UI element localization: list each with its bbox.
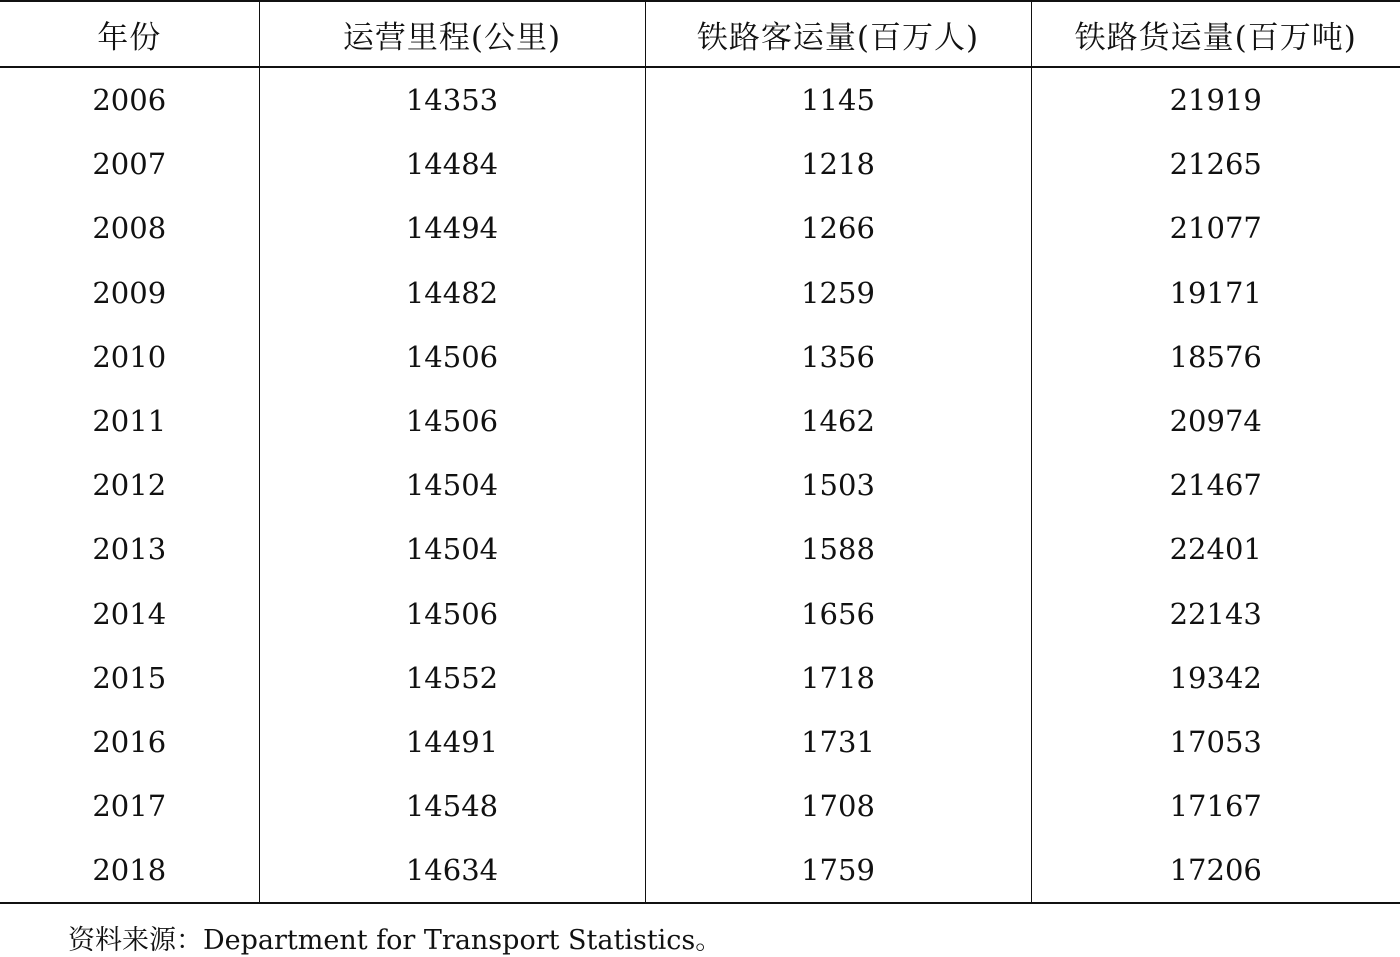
passenger-cell: 1266 bbox=[645, 196, 1031, 260]
passenger-cell: 1656 bbox=[645, 582, 1031, 646]
table-row bbox=[0, 67, 1400, 132]
mileage-cell: 14506 bbox=[259, 582, 645, 646]
freight-cell: 17167 bbox=[1031, 774, 1400, 838]
mileage-cell: 14353 bbox=[259, 67, 645, 132]
passenger-cell: 1462 bbox=[645, 389, 1031, 453]
freight-cell: 22143 bbox=[1031, 582, 1400, 646]
year-cell: 2018 bbox=[0, 838, 259, 903]
freight-cell: 19342 bbox=[1031, 646, 1400, 710]
passenger-cell: 1259 bbox=[645, 261, 1031, 325]
table-row bbox=[0, 838, 1400, 903]
mileage-cell: 14548 bbox=[259, 774, 645, 838]
passenger-cell: 1503 bbox=[645, 453, 1031, 517]
freight-cell: 20974 bbox=[1031, 389, 1400, 453]
table-row bbox=[0, 710, 1400, 774]
year-cell: 2015 bbox=[92, 660, 167, 695]
freight-cell: 18576 bbox=[1031, 325, 1400, 389]
passenger-cell: 1588 bbox=[645, 517, 1031, 581]
header-operating-mileage: 运营里程(公里) bbox=[259, 1, 645, 67]
mileage-cell: 14634 bbox=[259, 838, 645, 903]
mileage-cell: 14506 bbox=[259, 389, 645, 453]
mileage-cell: 14491 bbox=[259, 710, 645, 774]
year-cell: 2007 bbox=[92, 147, 167, 182]
passenger-cell: 1718 bbox=[645, 646, 1031, 710]
table-row bbox=[0, 196, 1400, 260]
mileage-cell: 14482 bbox=[259, 261, 645, 325]
table-row bbox=[0, 389, 1400, 453]
header-freight-volume: 铁路货运量(百万吨) bbox=[1031, 1, 1400, 67]
table-row bbox=[0, 774, 1400, 838]
table-row bbox=[0, 132, 1400, 196]
freight-cell: 21467 bbox=[1031, 453, 1400, 517]
mileage-cell: 14484 bbox=[259, 132, 645, 196]
year-cell: 2016 bbox=[92, 724, 167, 759]
passenger-cell: 1759 bbox=[645, 838, 1031, 903]
header-passenger-volume: 铁路客运量(百万人) bbox=[645, 1, 1031, 67]
year-cell: 2013 bbox=[92, 532, 167, 567]
year-cell: 2017 bbox=[92, 789, 167, 824]
mileage-cell: 14504 bbox=[259, 453, 645, 517]
freight-cell: 21919 bbox=[1031, 67, 1400, 132]
freight-cell: 17206 bbox=[1031, 838, 1400, 903]
mileage-cell: 14506 bbox=[259, 325, 645, 389]
year-cell: 2009 bbox=[92, 275, 167, 310]
freight-cell: 19171 bbox=[1031, 261, 1400, 325]
source-note: 资料来源：Department for Transport Statistics。 bbox=[68, 925, 723, 956]
table-row bbox=[0, 517, 1400, 581]
year-cell: 2008 bbox=[92, 211, 167, 246]
table-row bbox=[0, 453, 1400, 517]
header-row bbox=[0, 1, 1400, 67]
mileage-cell: 14504 bbox=[259, 517, 645, 581]
freight-cell: 22401 bbox=[1031, 517, 1400, 581]
freight-cell: 17053 bbox=[1031, 710, 1400, 774]
passenger-cell: 1731 bbox=[645, 710, 1031, 774]
table-row bbox=[0, 325, 1400, 389]
table-header bbox=[0, 1, 1400, 67]
year-cell: 2006 bbox=[92, 83, 167, 118]
passenger-cell: 1708 bbox=[645, 774, 1031, 838]
year-cell: 2014 bbox=[92, 596, 167, 631]
passenger-cell: 1218 bbox=[645, 132, 1031, 196]
table-row bbox=[0, 582, 1400, 646]
table-body bbox=[0, 67, 1400, 903]
passenger-cell: 1145 bbox=[645, 67, 1031, 132]
mileage-cell: 14552 bbox=[259, 646, 645, 710]
freight-cell: 21265 bbox=[1031, 132, 1400, 196]
table-row bbox=[0, 646, 1400, 710]
mileage-cell: 14494 bbox=[259, 196, 645, 260]
year-cell: 2010 bbox=[92, 339, 167, 374]
table-row bbox=[0, 261, 1400, 325]
passenger-cell: 1356 bbox=[645, 325, 1031, 389]
freight-cell: 21077 bbox=[1031, 196, 1400, 260]
header-year: 年份 bbox=[0, 1, 259, 67]
year-cell: 2011 bbox=[92, 404, 167, 439]
year-cell: 2012 bbox=[92, 468, 167, 503]
